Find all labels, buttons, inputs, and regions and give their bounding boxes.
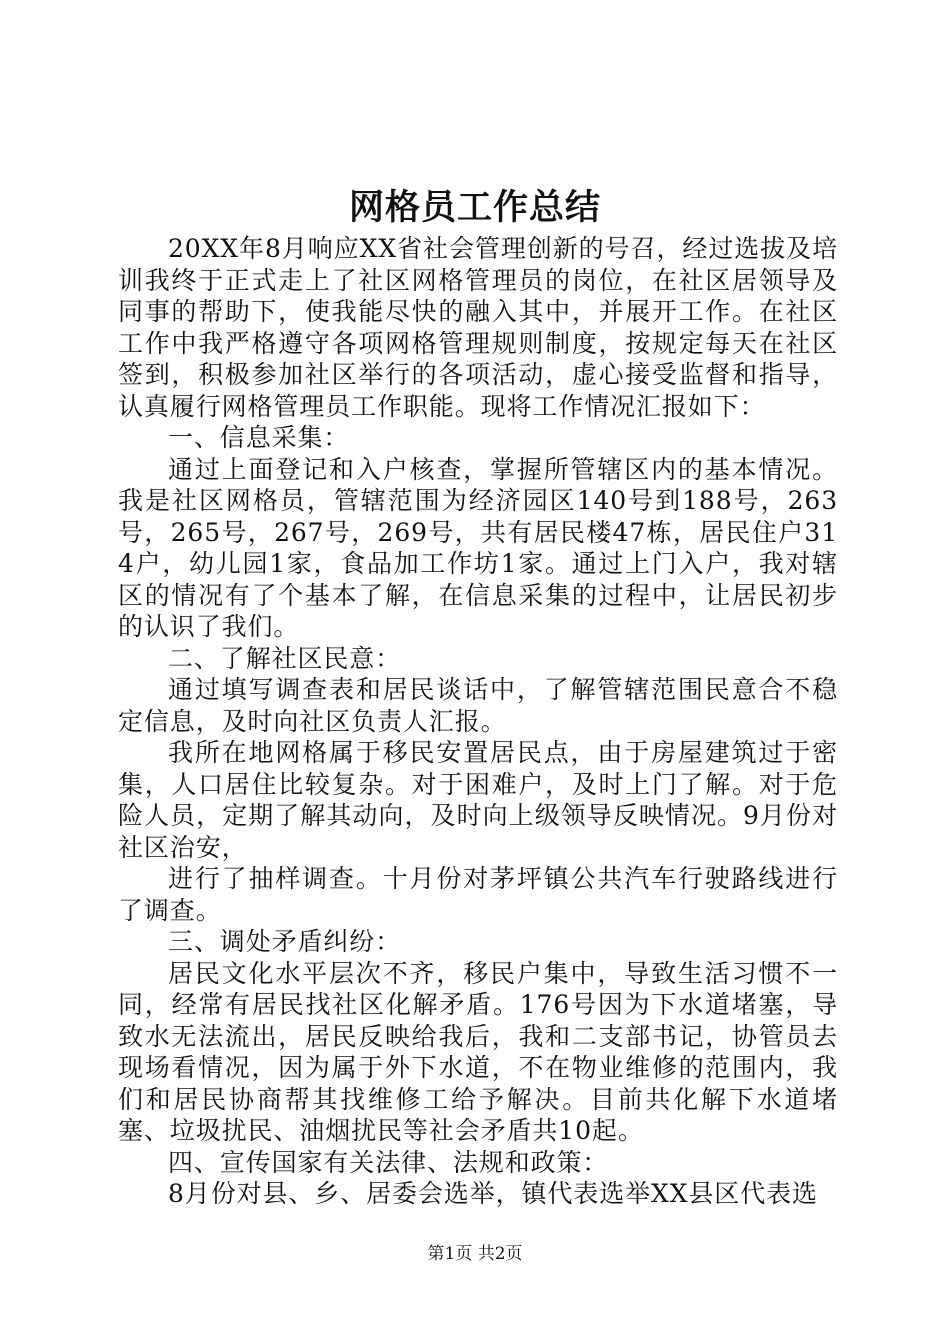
document-title: 网格员工作总结: [348, 187, 601, 228]
section-heading-law-publicity: 四、宣传国家有关法律、法规和政策：: [168, 1147, 609, 1177]
paragraph-public-opinion: 通过填写调查表和居民谈话中，了解管辖范围民意合不稳定信息，及时向社区负责人汇报。: [118, 675, 838, 736]
section-heading-info-collection: 一、信息采集：: [168, 423, 350, 452]
section-heading-public-opinion: 二、了解社区民意：: [168, 643, 402, 673]
section-heading-disputes: 三、调处矛盾纠纷：: [168, 927, 402, 956]
paragraph-survey: 进行了抽样调查。十月份对茅坪镇公共汽车行驶路线进行了调查。: [118, 864, 838, 925]
paragraph-info-collection: 通过上面登记和入户核查，掌握所管辖区内的基本情况。我是社区网格员，管辖范围为经济园区140号到188号，263号，265号，267号，269号，共有居民楼47栋，居民住户314户，幼儿园1家，食品加工作坊1家。通过上门入户，我对辖区的情况有了个基本了解，在信息采集的过程中，让居民初步的认识了我们。: [118, 454, 838, 641]
document-body: [118, 233, 838, 1210]
paragraph-law-publicity: 8月份对县、乡、居委会选举，镇代表选举XX县区代表选: [168, 1179, 818, 1208]
page-footer: 第1页 共2页: [427, 1244, 523, 1264]
paragraph-disputes: 居民文化水平层次不齐，移民户集中，导致生活习惯不一同，经常有居民找社区化解矛盾。176号因为下水道堵塞，导致水无法流出，居民反映给我后，我和二支部书记，协管员去现场看情况，因为属于外下水道，不在物业维修的范围内，我们和居民协商帮其找维修工给予解决。目前共化解下水道堵塞、垃圾扰民、油烟扰民等社会矛盾共10起。: [118, 958, 838, 1145]
paragraph-intro: 20XX年8月响应XX省社会管理创新的号召，经过选拔及培训我终于正式走上了社区网格管理员的岗位，在社区居领导及同事的帮助下，使我能尽快的融入其中，并展开工作。在社区工作中我严格遵守各项网格管理规则制度，按规定每天在社区签到，积极参加社区举行的各项活动，虚心接受监督和指导，认真履行网格管理员工作职能。现将工作情况汇报如下：: [118, 234, 838, 421]
paragraph-grid-area: 我所在地网格属于移民安置居民点，由于房屋建筑过于密集，人口居住比较复杂。对于困难户，及时上门了解。对于危险人员，定期了解其动向，及时向上级领导反映情况。9月份对社区治安，: [118, 738, 838, 862]
